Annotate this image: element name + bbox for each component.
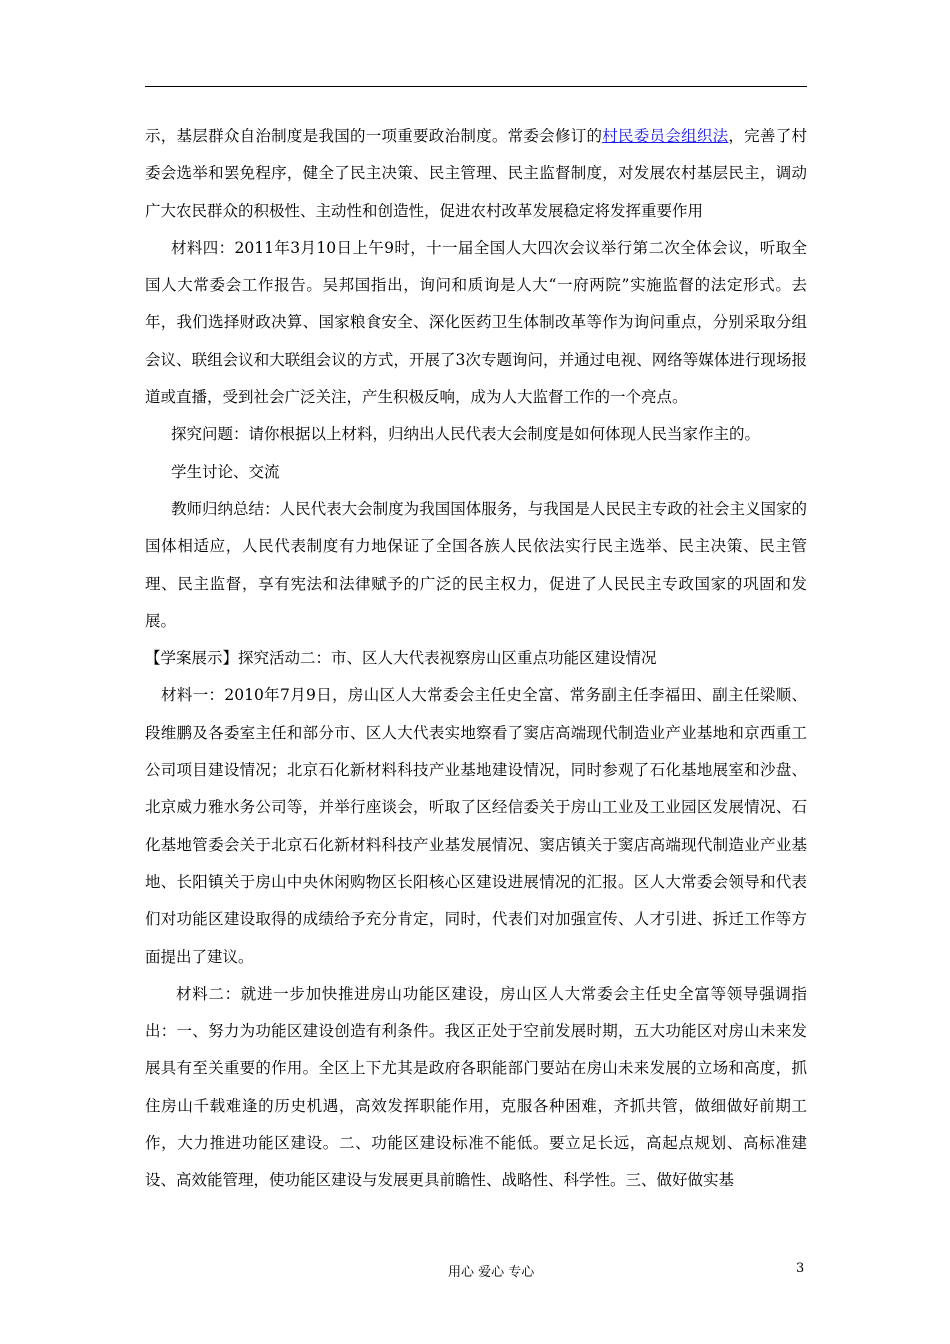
document-body <box>145 118 807 1200</box>
paragraph-1 <box>145 118 807 230</box>
paragraph-activity-heading: 【学案展示】探究活动二：市、区人大代表视察房山区重点功能区建设情况 <box>145 649 657 668</box>
footer-motto: 用心 爱心 专心 <box>448 1265 535 1280</box>
paragraph-teacher-summary: 教师归纳总结：人民代表大会制度为我国国体服务，与我国是人民民主专政的社会主义国家的国体相适应，人民代表制度有力地保证了全国各族人民依法实行民主选举、民主决策、民主管理、民主监督，享有宪法和法律赋予的广泛的民主权力，促进了人民民主专政国家的巩固和发展。 <box>145 499 807 630</box>
paragraph-material-1: 材料一：2010年7月9日，房山区人大常委会主任史全富、常务副主任李福田、副主任梁顺、段维鹏及各委室主任和部分市、区人大代表实地察看了窦店高端现代制造业产业基地和京西重工公司项目建设情况；北京石化新材料科技产业基地建设情况，同时参观了石化基地展室和沙盘、北京威力雅水务公司等，并举行座谈会，听取了区经信委关于房山工业及工业园区发展情况、石化基地管委会关于北京石化新材料科技产业基发展情况、窦店镇关于窦店高端现代制造业产业基地、长阳镇关于房山中央休闲购物区长阳核心区建设进展情况的汇报。区人大常委会领导和代表们对功能区建设取得的成绩给予充分肯定，同时，代表们对加强宣传、人才引进、拆迁工作等方面提出了建议。 <box>145 686 807 966</box>
paragraph-material-2: 材料二：就进一步加快推进房山功能区建设，房山区人大常委会主任史全富等领导强调指出：一、努力为功能区建设创造有利条件。我区正处于空前发展时期，五大功能区对房山未来发展具有至关重要的作用。全区上下尤其是政府各职能部门要站在房山未来发展的立场和高度，抓住房山千载难逢的历史机遇，高效发挥职能作用，克服各种困难，齐抓共管，做细做好前期工作，大力推进功能区建设。二、功能区建设标准不能低。要立足长远，高起点规划、高标准建设、高效能管理，使功能区建设与发展更具前瞻性、战略性、科学性。三、做好做实基 <box>145 984 807 1190</box>
paragraph-inquiry-question: 探究问题：请你根据以上材料，归纳出人民代表大会制度是如何体现人民当家作主的。 <box>171 425 761 444</box>
header-rule <box>145 86 807 87</box>
paragraph-material-4: 材料四：2011年3月10日上午9时，十一届全国人大四次会议举行第二次全体会议，听取全国人大常委会工作报告。吴邦国指出，询问和质询是人大“一府两院”实施监督的法定形式。去年，我们选择财政决算、国家粮食安全、深化医药卫生体制改革等作为询问重点，分别采取分组会议、联组会议和大联组会议的方式，开展了3次专题询问，并通过电视、网络等媒体进行现场报道或直播，受到社会广泛关注，产生积极反响，成为人大监督工作的一个亮点。 <box>145 238 807 407</box>
paragraph-student-discussion: 学生讨论、交流 <box>171 462 280 481</box>
village-committee-law-link[interactable]: 村民委员会组织法 <box>602 127 729 145</box>
paragraph-1-start: 示，基层群众自治制度是我国的一项重要政治制度。常委会修订的 <box>145 127 603 145</box>
paragraph-1-end: ，完善了村委会选举和罢免程序，健全了民主决策、民主管理、民主监督制度，对发展农村基层民主，调动广大农民群众的积极性、主动性和创造性，促进农村改革发展稳定将发挥重要作用 <box>145 127 807 220</box>
page-number: 3 <box>796 1261 805 1276</box>
